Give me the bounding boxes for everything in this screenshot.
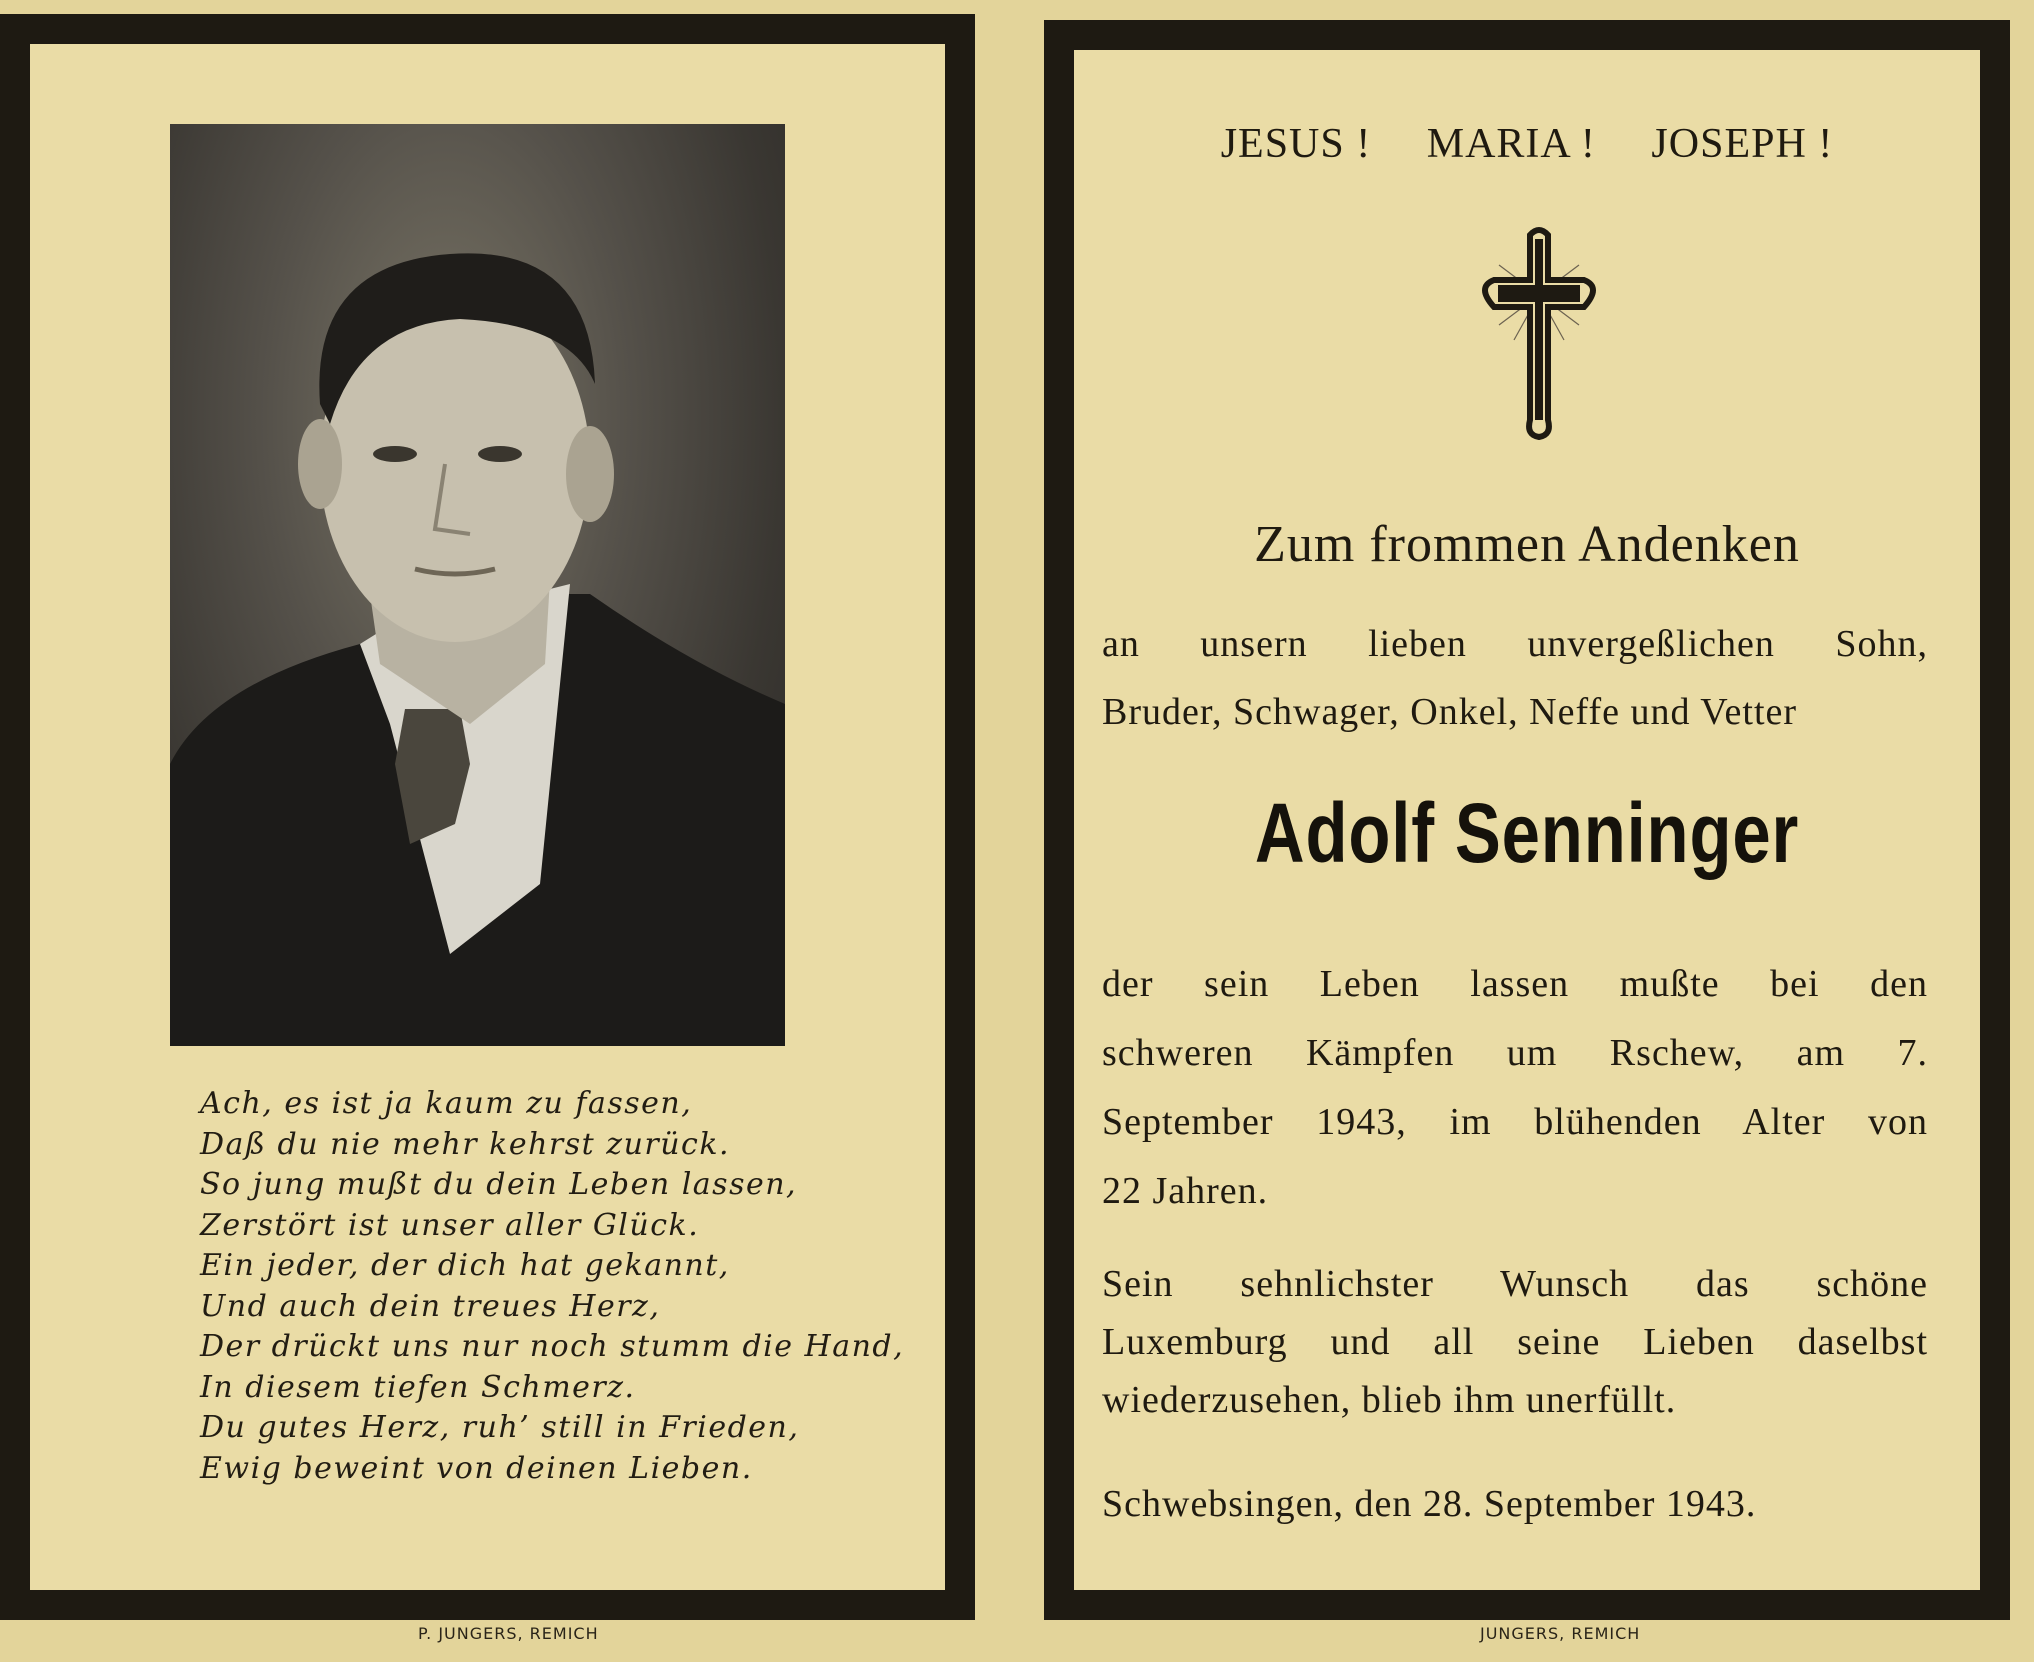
invocation-heading: [1074, 120, 1980, 168]
poem-line: Zerstört ist unser aller Glück.: [200, 1207, 700, 1243]
invocation-maria: MARIA !: [1426, 121, 1596, 167]
deceased-name: Adolf Senninger: [1254, 786, 1800, 880]
invocation-jesus: JESUS !: [1220, 121, 1372, 167]
poem-line: Ach, es ist ja kaum zu fassen,: [200, 1086, 693, 1121]
poem-line: Und auch dein treues Herz,: [200, 1288, 661, 1324]
right-card: [1044, 20, 2010, 1620]
printer-credit-left: P. JUNGERS, REMICH: [418, 1624, 599, 1643]
left-card: [0, 14, 975, 1620]
memorial-poem: [200, 1084, 920, 1489]
poem-line: So jung mußt du dein Leben lassen,: [200, 1167, 798, 1202]
portrait-illustration: [170, 124, 785, 1046]
poem-line: Ein jeder, der dich hat gekannt,: [200, 1248, 730, 1283]
death-line: 22 Jahren.: [1102, 1170, 1269, 1212]
wish-paragraph: [1102, 1255, 1928, 1429]
memorial-title: Zum frommen Andenken: [1254, 516, 1800, 573]
poem-line: Daß du nie mehr kehrst zurück.: [200, 1126, 731, 1162]
cross-icon: [1474, 225, 1604, 440]
poem-line: In diesem tiefen Schmerz.: [200, 1369, 636, 1405]
printer-credit-right: JUNGERS, REMICH: [1480, 1624, 1641, 1643]
intro-line: an unsern lieben unvergeßlichen Sohn,: [1102, 623, 1928, 665]
poem-line: Du gutes Herz, ruh’ still in Frieden,: [200, 1410, 800, 1445]
place-date: [1102, 1475, 1928, 1533]
poem-line: Der drückt uns nur noch stumm die Hand,: [200, 1329, 905, 1364]
intro-paragraph: [1102, 610, 1928, 746]
intro-line: Bruder, Schwager, Onkel, Neffe und Vetter: [1102, 691, 1798, 733]
invocation-joseph: JOSEPH !: [1651, 121, 1834, 167]
wish-line: Sein sehnlichster Wunsch das schöne: [1102, 1263, 1928, 1305]
wish-line: Luxemburg und all seine Lieben daselbst: [1102, 1321, 1928, 1363]
wish-line: wiederzusehen, blieb ihm unerfüllt.: [1102, 1379, 1677, 1421]
death-paragraph: [1102, 950, 1928, 1226]
poem-line: Ewig beweint von deinen Lieben.: [200, 1450, 753, 1486]
death-line: schweren Kämpfen um Rschew, am 7.: [1102, 1032, 1928, 1074]
place-date-line: Schwebsingen, den 28. September 1943.: [1102, 1483, 1757, 1525]
death-line: September 1943, im blühenden Alter von: [1102, 1101, 1928, 1143]
portrait-photo: [170, 124, 785, 1046]
death-line: der sein Leben lassen mußte bei den: [1102, 963, 1928, 1005]
